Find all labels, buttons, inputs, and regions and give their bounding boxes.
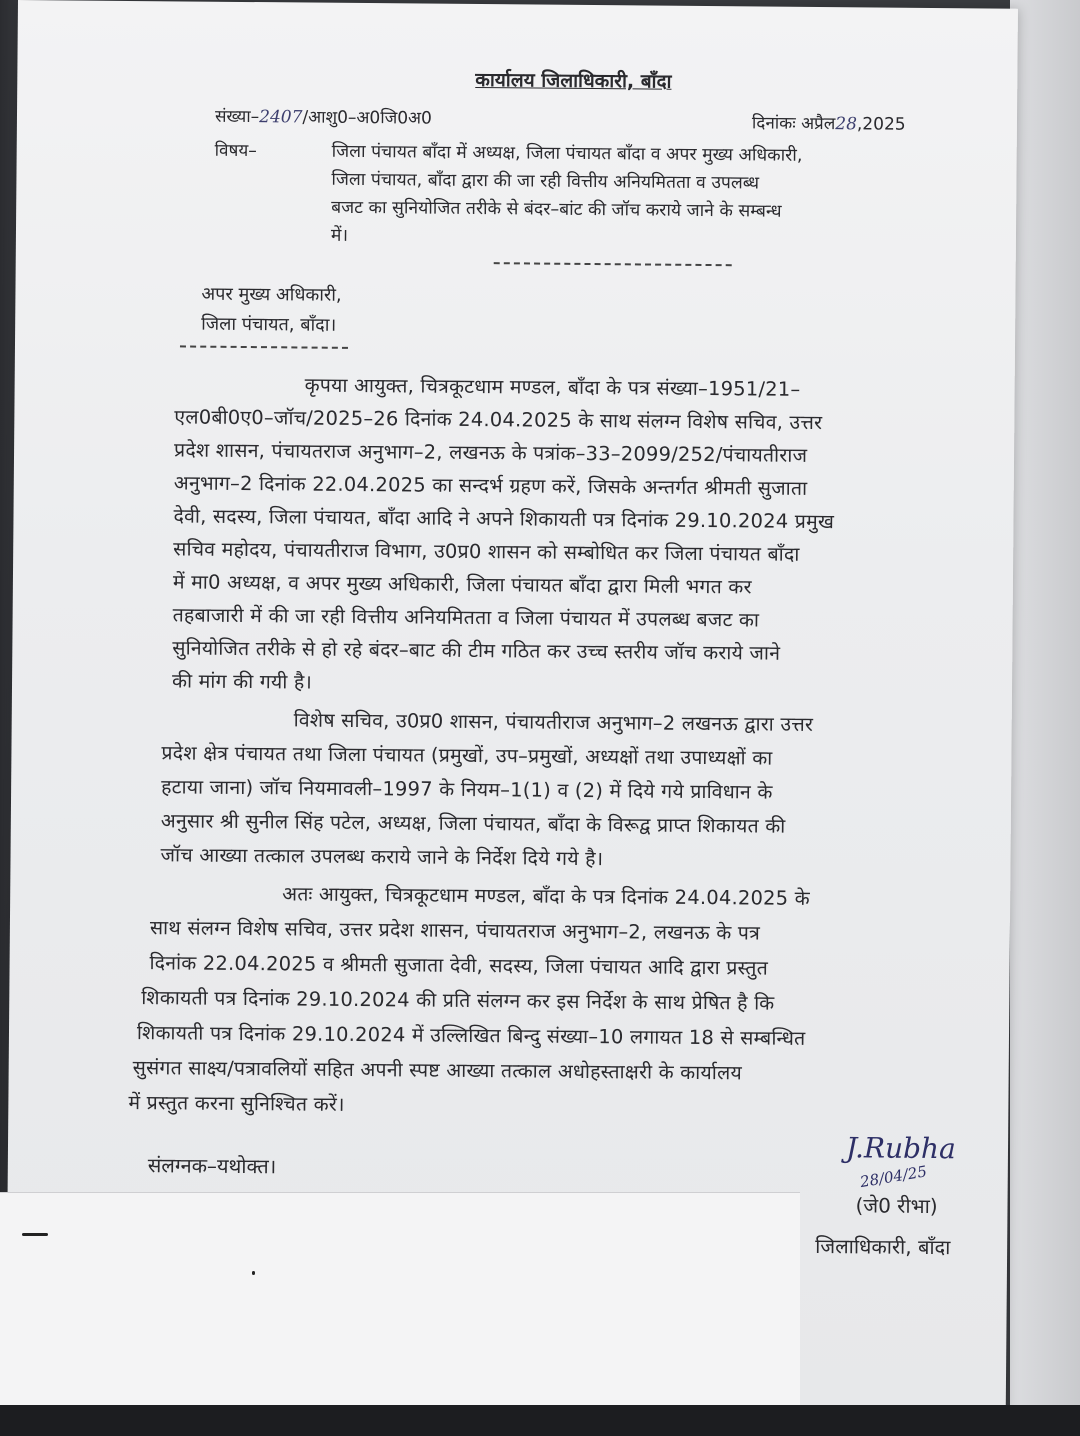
paragraph-1-line: प्रदेश शासन, पंचायतराज अनुभाग–2, लखनऊ के पत्रांक–33–2099/252/पंचायतीराज xyxy=(173,438,808,467)
bottom-edge xyxy=(0,1405,1080,1436)
paragraph-1-line: सुनियोजित तरीके से हो रहे बंदर–बाट की टीम गठित कर उच्च स्तरीय जॉच कराये जाने xyxy=(172,636,781,665)
paragraph-2-line: प्रदेश क्षेत्र पंचायत तथा जिला पंचायत (प्रमुखों, उप–प्रमुखों, अध्यक्षों तथा उपाध्यक्षों का xyxy=(161,741,773,770)
signatory-office: जिलाधिकारी, बाँदा xyxy=(815,1234,951,1260)
paragraph-2-line: अनुसार श्री सुनील सिंह पटेल, अध्यक्ष, जिला पंचायत, बाँदा के विरूद्व प्राप्त शिकायत की xyxy=(160,809,786,838)
subject-label: विषय– xyxy=(214,140,257,162)
ref-suffix: /आशु0–अ0जि0अ0 xyxy=(302,107,432,129)
enclosure-note: संलग्नक–यथोक्त। xyxy=(147,1153,277,1179)
paragraph-3-line: साथ संलग्न विशेष सचिव, उत्तर प्रदेश शासन, पंचायतराज अनुभाग–2, लखनऊ के पत्र xyxy=(149,916,761,945)
paragraph-1-line: तहबाजारी में की जा रही वित्तीय अनियमितता व जिला पंचायत में उपलब्ध बजट का xyxy=(172,603,760,632)
addressee-line: जिला पंचायत, बाँदा। xyxy=(201,313,337,336)
office-title: कार्यालय जिलाधिकारी, बाँदा xyxy=(475,68,672,93)
subject-line: जिला पंचायत, बाँदा द्वारा की जा रही वित्तीय अनियमितता व उपलब्ध xyxy=(331,169,760,194)
signature-date-handwritten: 28/04/25 xyxy=(858,1162,929,1192)
subject-divider xyxy=(494,262,732,266)
addressee-line: अपर मुख्य अधिकारी, xyxy=(201,283,342,306)
paragraph-3-line: अतः आयुक्त, चित्रकूटधाम मण्डल, बाँदा के पत्र दिनांक 24.04.2025 के xyxy=(282,882,811,910)
ink-dot xyxy=(252,1271,255,1275)
paragraph-3-line: सुसंगत साक्ष्य/पत्रावलियों सहित अपनी स्पष्ट आख्या तत्काल अधोहस्ताक्षरी के कार्यालय xyxy=(132,1056,743,1085)
paragraph-3-line: में प्रस्तुत करना सुनिश्चित करें। xyxy=(128,1091,345,1116)
paragraph-1-line: अनुभाग–2 दिनांक 22.04.2025 का सन्दर्भ ग्रहण करें, जिसके अन्तर्गत श्रीमती सुजाता xyxy=(173,471,808,500)
letter-date xyxy=(752,110,906,134)
paragraph-1-line: की मांग की गयी है। xyxy=(171,669,313,694)
signature-handwritten: J.Rubha xyxy=(845,1131,956,1166)
paragraph-2-line: हटाया जाना) जॉच नियमावली–1997 के नियम–1(1) व (2) में दिये गये प्राविधान के xyxy=(161,775,773,804)
paragraph-1-line: सचिव महोदय, पंचायतीराज विभाग, उ0प्र0 शासन को सम्बोधित कर जिला पंचायत बाँदा xyxy=(173,537,800,566)
paragraph-2-line: जॉच आख्या तत्काल उपलब्ध कराये जाने के निर्देश दिये गये है। xyxy=(160,843,604,871)
addressee-divider xyxy=(180,345,348,348)
underlying-sheet xyxy=(0,1192,800,1423)
date-day-handwritten: 28 xyxy=(835,114,858,135)
ink-mark xyxy=(22,1233,48,1236)
paragraph-1-line: एल0बी0ए0–जॉच/2025–26 दिनांक 24.04.2025 के साथ संलग्न विशेष सचिव, उत्तर xyxy=(174,405,823,435)
paragraph-1-line: कृपया आयुक्त, चित्रकूटधाम मण्डल, बाँदा के पत्र संख्या–1951/21– xyxy=(304,373,801,401)
ref-prefix: संख्या– xyxy=(214,106,260,128)
date-prefix: दिनांकः अप्रैल xyxy=(751,113,836,135)
subject-line: जिला पंचायत बाँदा में अध्यक्ष, जिला पंचायत बाँदा व अपर मुख्य अधिकारी, xyxy=(331,141,803,166)
paragraph-1-line: देवी, सदस्य, जिला पंचायत, बाँदा आदि ने अपने शिकायती पत्र दिनांक 29.10.2024 प्रमुख xyxy=(173,504,835,534)
paragraph-3-line: दिनांक 22.04.2025 व श्रीमती सुजाता देवी, सदस्य, जिला पंचायत आदि द्वारा प्रस्तुत xyxy=(149,951,769,980)
signatory-name: (जे0 रीभा) xyxy=(855,1193,938,1219)
subject-line: बजट का सुनियोजित तरीके से बंदर–बांट की जॉच कराये जाने के सम्बन्ध xyxy=(331,197,782,222)
date-year: ,2025 xyxy=(856,114,906,135)
paragraph-3-line: शिकायती पत्र दिनांक 29.10.2024 की प्रति संलग्न कर इस निर्देश के साथ प्रेषित है कि xyxy=(141,986,775,1015)
ref-number-handwritten: 2407 xyxy=(259,107,303,128)
subject-line: में। xyxy=(330,225,349,246)
paragraph-2-line: विशेष सचिव, उ0प्र0 शासन, पंचायतीराज अनुभाग–2 लखनऊ द्वारा उत्तर xyxy=(293,708,814,736)
paragraph-3-line: शिकायती पत्र दिनांक 29.10.2024 में उल्लिखित बिन्दु संख्या–10 लगायत 18 से सम्बन्धित xyxy=(136,1021,806,1050)
paragraph-1-line: में मा0 अध्यक्ष, व अपर मुख्य अधिकारी, जिला पंचायत बाँदा द्वारा मिली भगत कर xyxy=(172,570,752,599)
reference-number xyxy=(215,104,432,129)
backdrop-right xyxy=(1010,0,1080,1436)
